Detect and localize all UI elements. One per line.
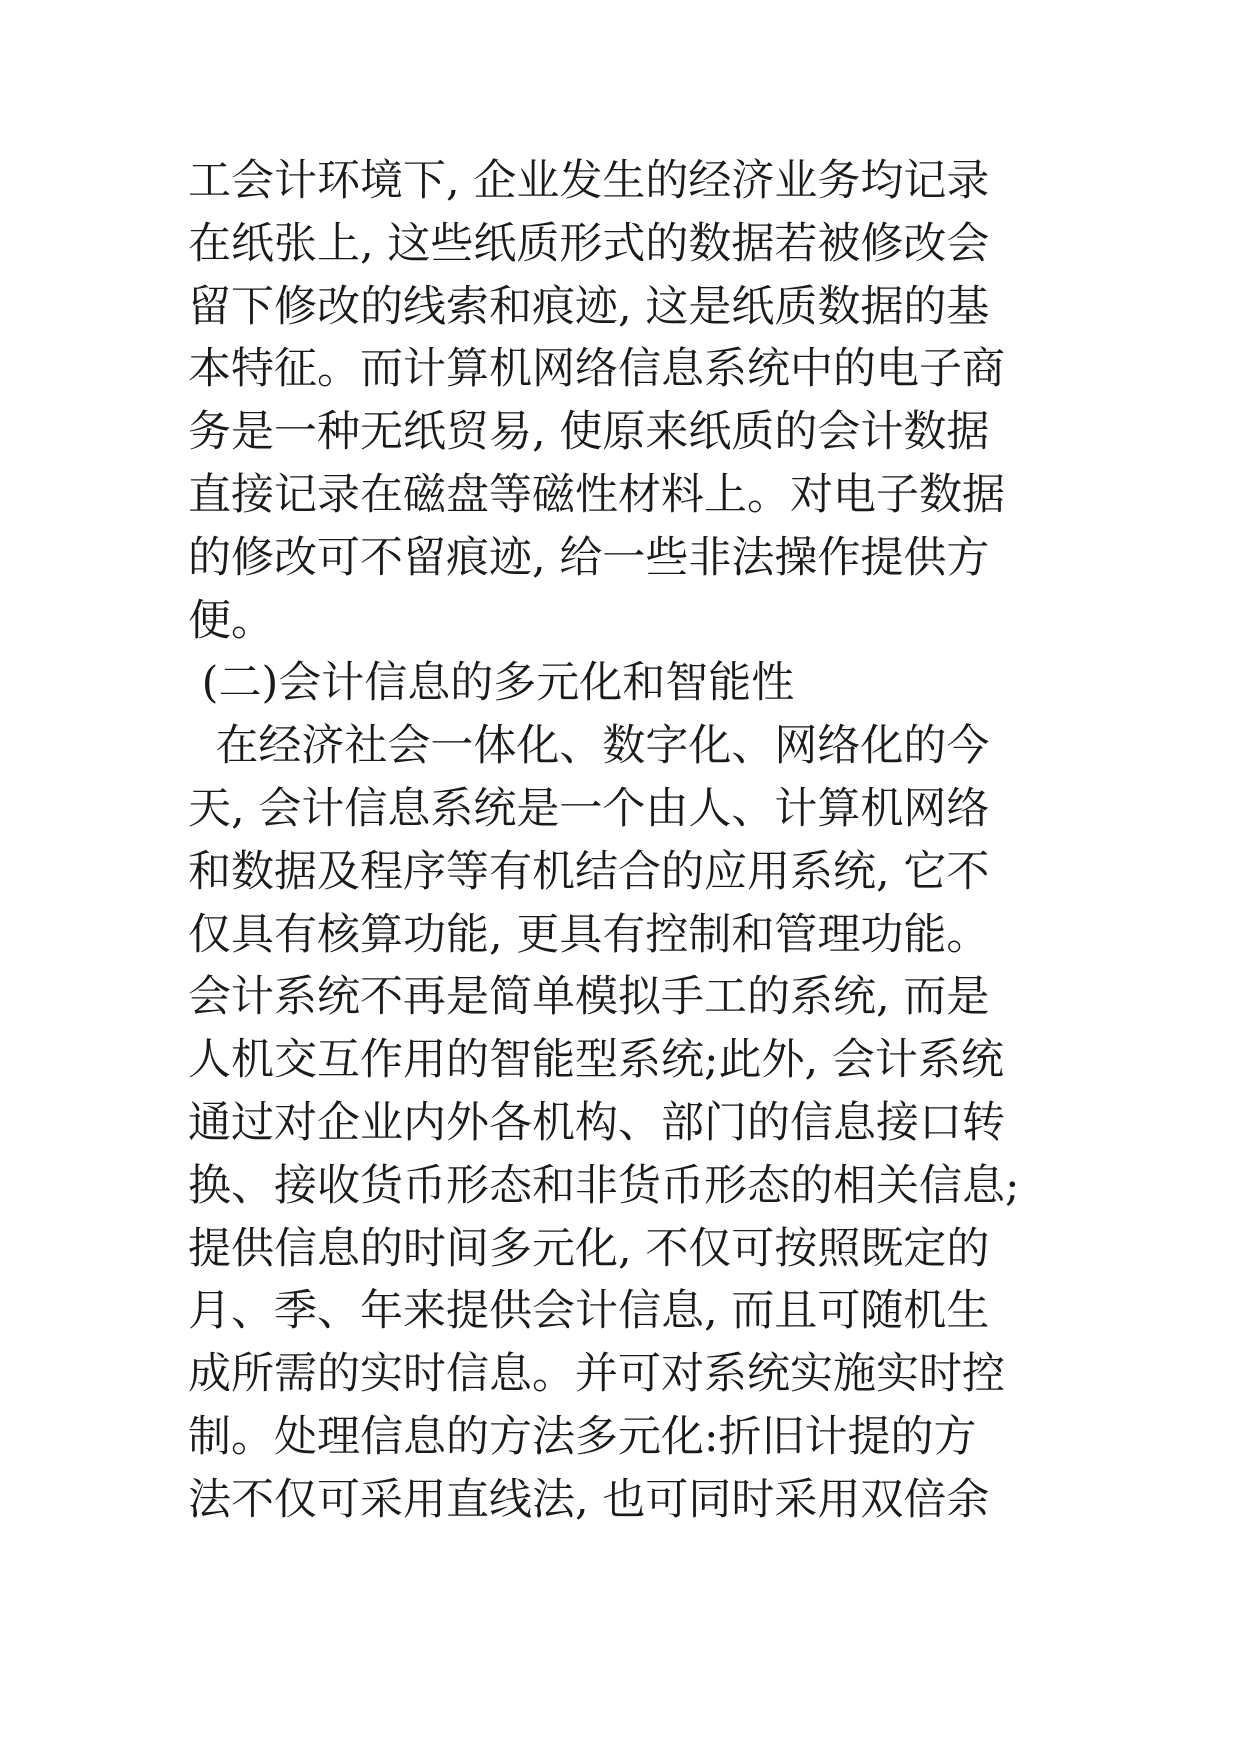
text-line: 通过对企业内外各机构、部门的信息接口转 <box>188 1097 1005 1148</box>
text-line: 月、季、年来提供会计信息, 而且可随机生 <box>188 1286 990 1337</box>
text-line: 在经济社会一体化、数字化、网络化的今 <box>188 721 990 772</box>
text-line: 提供信息的时间多元化, 不仅可按照既定的 <box>188 1223 990 1274</box>
text-line: 留下修改的线索和痕迹, 这是纸质数据的基 <box>188 281 990 332</box>
text-line: 和数据及程序等有机结合的应用系统, 它不 <box>188 846 990 897</box>
text-line: 务是一种无纸贸易, 使原来纸质的会计数据 <box>188 407 990 458</box>
text-line: 在纸张上, 这些纸质形式的数据若被修改会 <box>188 218 990 269</box>
body-text <box>188 150 1068 1532</box>
text-line: 直接记录在磁盘等磁性材料上。对电子数据 <box>188 469 1005 520</box>
text-line: 会计系统不再是简单模拟手工的系统, 而是 <box>188 972 990 1023</box>
text-line: 法不仅可采用直线法, 也可同时采用双倍余 <box>188 1474 990 1525</box>
text-line: 制。处理信息的方法多元化:折旧计提的方 <box>188 1411 977 1462</box>
text-line: 便。 <box>188 595 274 646</box>
text-line: 本特征。而计算机网络信息系统中的电子商 <box>188 344 1005 395</box>
text-line: 天, 会计信息系统是一个由人、计算机网络 <box>188 783 990 834</box>
text-line: 工会计环境下, 企业发生的经济业务均记录 <box>188 156 990 206</box>
text-line: 成所需的实时信息。并可对系统实施实时控 <box>188 1349 1005 1400</box>
section-heading: (二)会计信息的多元化和智能性 <box>188 658 795 709</box>
text-line: 换、接收货币形态和非货币形态的相关信息; <box>188 1160 1020 1211</box>
text-line: 人机交互作用的智能型系统;此外, 会计系统 <box>188 1035 1004 1086</box>
text-line: 仅具有核算功能, 更具有控制和管理功能。 <box>188 909 990 960</box>
text-line: 的修改可不留痕迹, 给一些非法操作提供方 <box>188 532 990 583</box>
